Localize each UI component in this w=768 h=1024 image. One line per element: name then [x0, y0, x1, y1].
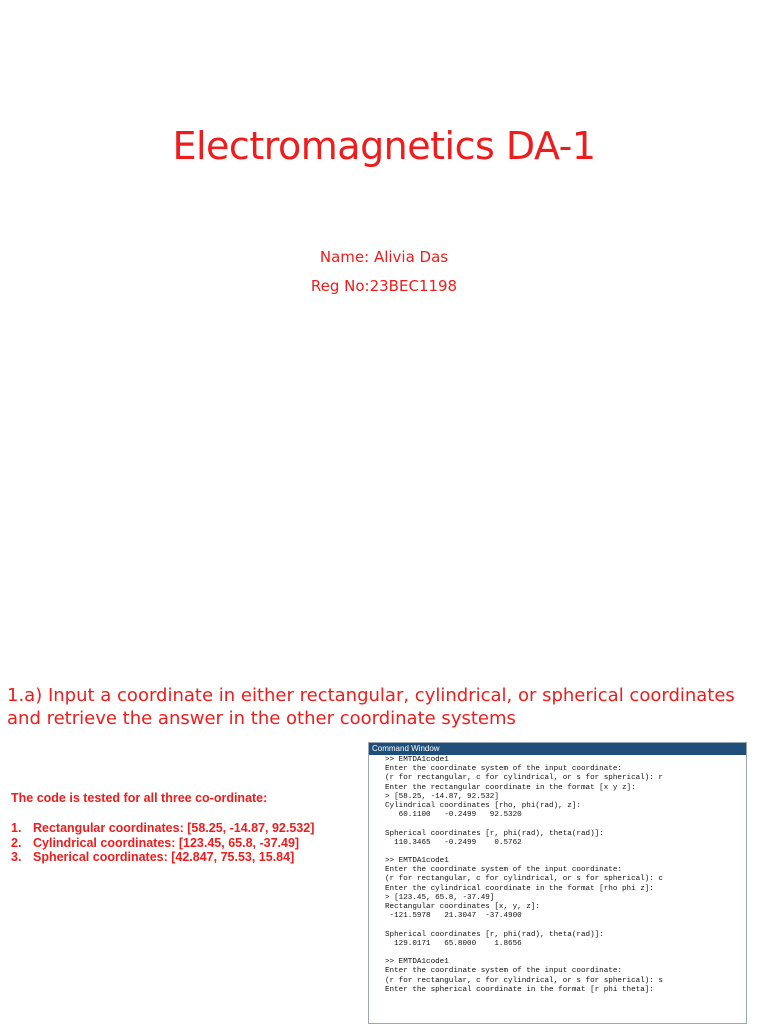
list-item-number: 1.: [11, 821, 22, 835]
command-output-line: -121.5978 21.3047 -37.4900: [385, 912, 522, 921]
command-output-line: 110.3465 -0.2499 0.5762: [385, 838, 522, 847]
command-output-line: [385, 820, 746, 829]
command-output-line: Enter the rectangular coordinate in the format [x y z]:: [385, 783, 636, 792]
registration-number: Reg No:23BEC1198: [310, 277, 458, 295]
command-output-line: Enter the coordinate system of the input coordinate:: [385, 967, 622, 976]
command-output-line: [385, 949, 746, 958]
list-item: [11, 850, 314, 865]
command-output-line: 129.0171 65.8000 1.8656: [385, 939, 522, 948]
command-output-line: >> EMTDA1code1: [385, 958, 449, 967]
command-output-line: >> EMTDA1code1: [385, 756, 449, 764]
list-item-number: 3.: [11, 850, 22, 864]
command-output-line: Spherical coordinates [r, phi(rad), theta(rad)]:: [385, 930, 604, 939]
command-output-line: >> EMTDA1code1: [385, 857, 449, 866]
list-item-text: Rectangular coordinates: [58.25, -14.87, 92.532]: [33, 821, 315, 835]
coordinate-list: [11, 821, 314, 865]
command-output-line: [385, 848, 746, 857]
tested-note: The code is tested for all three co-ordinate:: [11, 791, 268, 805]
command-output-line: > [123.45, 65.8, -37.49]: [385, 893, 495, 902]
list-item-text: Cylindrical coordinates: [123.45, 65.8, -37.49]: [33, 835, 300, 850]
list-item-number: 2.: [11, 835, 22, 850]
author-name: Name: Alivia Das: [319, 248, 449, 266]
command-output-line: (r for rectangular, c for cylindrical, or s for spherical): r: [385, 774, 663, 783]
command-output-line: Enter the coordinate system of the input coordinate:: [385, 765, 622, 774]
command-window-output: [369, 755, 746, 995]
list-item: [11, 821, 314, 836]
slide-title: Electromagnetics DA-1: [172, 124, 596, 168]
command-output-line: Spherical coordinates [r, phi(rad), theta(rad)]:: [385, 829, 604, 838]
command-output-line: (r for rectangular, c for cylindrical, or s for spherical): s: [385, 976, 663, 985]
command-output-line: Rectangular coordinates [x, y, z]:: [385, 903, 540, 911]
command-window-screenshot: [368, 742, 747, 1024]
command-output-line: (r for rectangular, c for cylindrical, or s for spherical): c: [385, 875, 663, 884]
command-output-line: Enter the spherical coordinate in the format [r phi theta]:: [385, 985, 654, 994]
command-output-line: > [58.25, -14.87, 92.532]: [385, 792, 499, 801]
command-output-line: Enter the coordinate system of the input coordinate:: [385, 866, 622, 875]
task-heading: 1.a) Input a coordinate in either rectangular, cylindrical, or spherical coordinates and retrieve the answer in the other coordinate systems: [7, 685, 735, 729]
command-window-title: Command Window: [369, 743, 746, 755]
list-item-text: Spherical coordinates: [42.847, 75.53, 15.84]: [33, 850, 295, 864]
list-item: [11, 836, 314, 851]
command-output-line: 60.1100 -0.2499 92.5320: [385, 811, 522, 820]
command-output-line: Cylindrical coordinates [rho, phi(rad), z]:: [385, 801, 581, 810]
command-output-line: Enter the cylindrical coordinate in the format [rho phi z]:: [385, 884, 654, 893]
command-output-line: [385, 921, 746, 930]
